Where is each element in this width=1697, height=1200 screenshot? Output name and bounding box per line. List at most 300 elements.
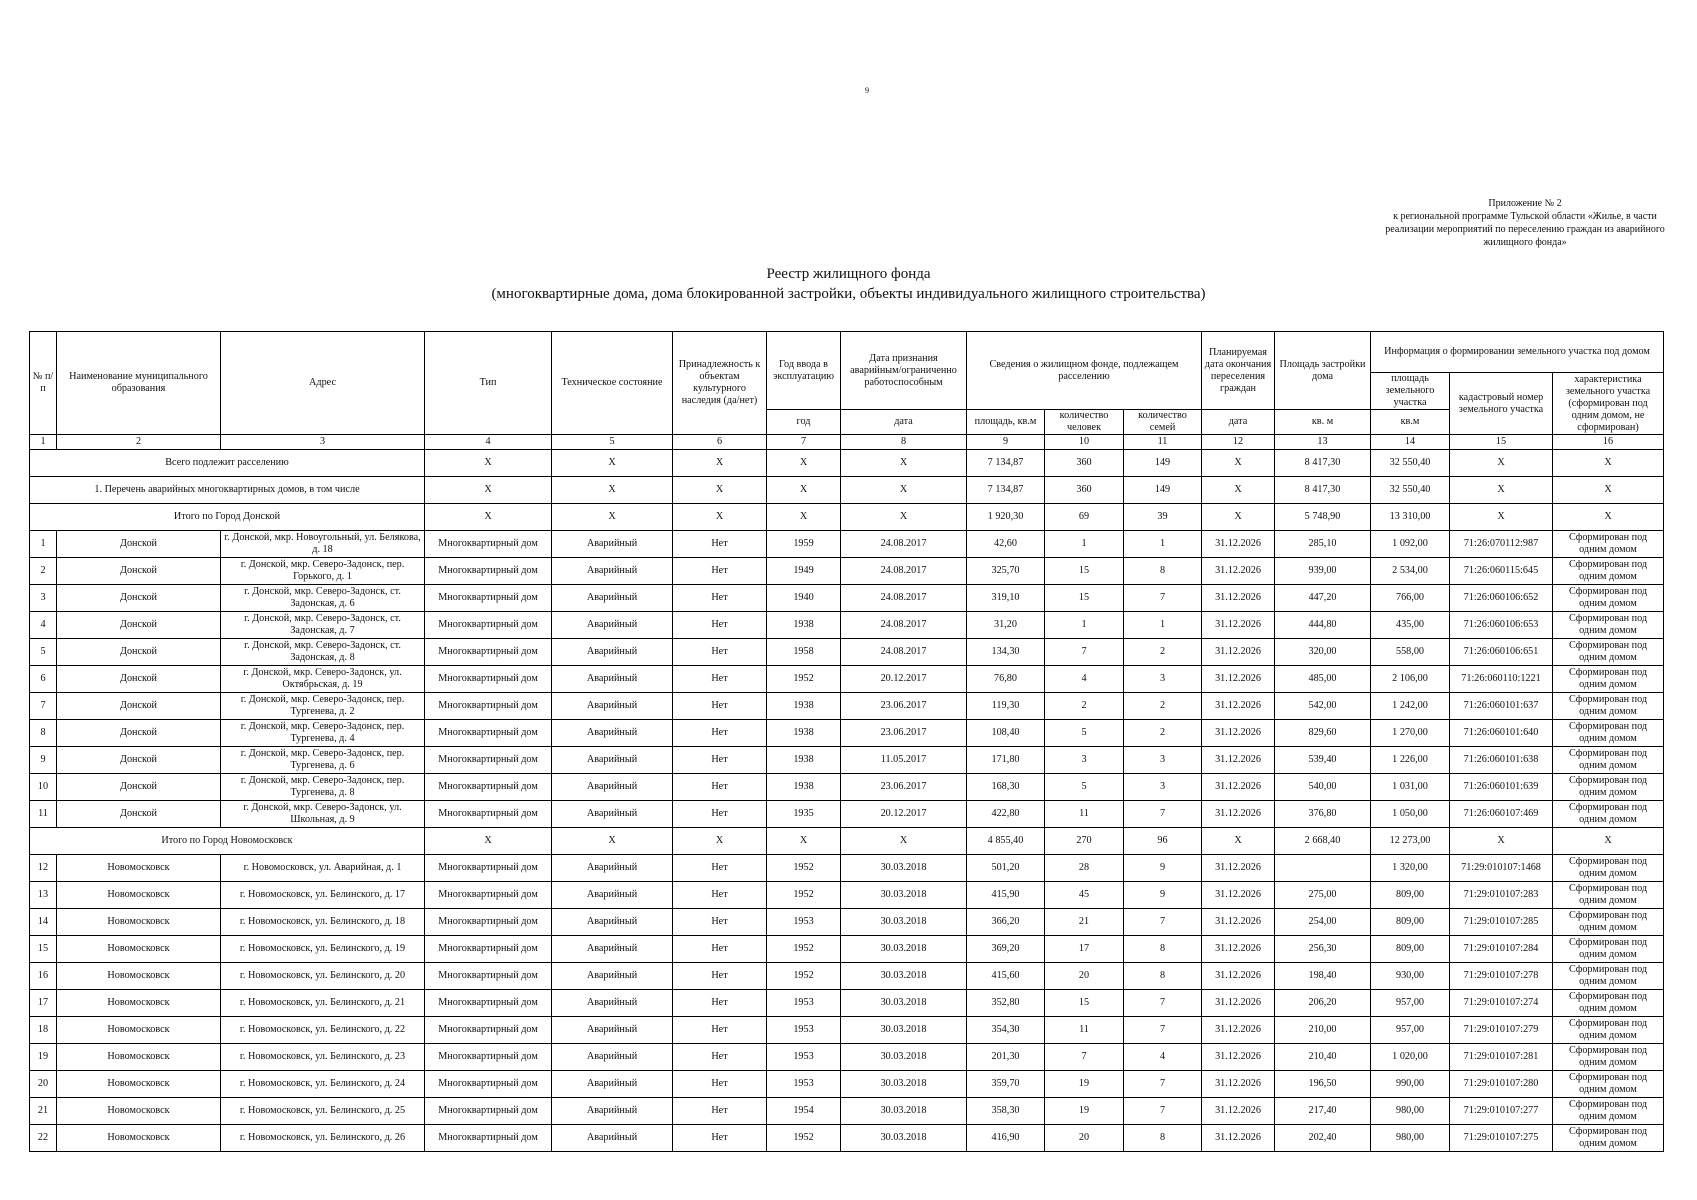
recognition-date: 20.12.2017 xyxy=(841,801,967,828)
people-count: 4 xyxy=(1045,666,1124,693)
summary-value: 32 550,40 xyxy=(1371,450,1450,477)
type: Многоквартирный дом xyxy=(425,720,552,747)
condition: Аварийный xyxy=(552,1071,673,1098)
address: г. Новомосковск, ул. Белинского, д. 18 xyxy=(221,909,425,936)
type: Многоквартирный дом xyxy=(425,747,552,774)
heritage: Нет xyxy=(673,639,767,666)
condition: Аварийный xyxy=(552,1017,673,1044)
living-area: 352,80 xyxy=(967,990,1045,1017)
type: Многоквартирный дом xyxy=(425,774,552,801)
planned-date: 31.12.2026 xyxy=(1202,720,1275,747)
document-title xyxy=(0,264,1697,304)
row-number: 16 xyxy=(30,963,57,990)
row-number: 1 xyxy=(30,531,57,558)
land-status: Сформирован под одним домом xyxy=(1553,774,1664,801)
header-municipality: Наименование муниципального образования xyxy=(57,332,221,435)
summary-value: X xyxy=(1553,450,1664,477)
family-count: 7 xyxy=(1124,1071,1202,1098)
type: Многоквартирный дом xyxy=(425,855,552,882)
built-area: 210,00 xyxy=(1275,1017,1371,1044)
living-area: 369,20 xyxy=(967,936,1045,963)
recognition-date: 30.03.2018 xyxy=(841,936,967,963)
summary-value: X xyxy=(1450,828,1553,855)
planned-date: 31.12.2026 xyxy=(1202,936,1275,963)
address: г. Новомосковск, ул. Белинского, д. 24 xyxy=(221,1071,425,1098)
land-area: 1 270,00 xyxy=(1371,720,1450,747)
appendix-note xyxy=(1375,197,1675,249)
address: г. Донской, мкр. Северо-Задонск, пер. Горького, д. 1 xyxy=(221,558,425,585)
land-status: Сформирован под одним домом xyxy=(1553,666,1664,693)
land-status: Сформирован под одним домом xyxy=(1553,990,1664,1017)
heritage: Нет xyxy=(673,990,767,1017)
condition: Аварийный xyxy=(552,963,673,990)
address: г. Донской, мкр. Северо-Задонск, ул. Октябрьская, д. 19 xyxy=(221,666,425,693)
year-built: 1958 xyxy=(767,639,841,666)
address: г. Донской, мкр. Северо-Задонск, пер. Тургенева, д. 2 xyxy=(221,693,425,720)
municipality: Новомосковск xyxy=(57,936,221,963)
address: г. Новомосковск, ул. Белинского, д. 19 xyxy=(221,936,425,963)
column-number: 5 xyxy=(552,435,673,450)
planned-date: 31.12.2026 xyxy=(1202,666,1275,693)
address: г. Донской, мкр. Северо-Задонск, пер. Тургенева, д. 6 xyxy=(221,747,425,774)
people-count: 45 xyxy=(1045,882,1124,909)
summary-value: 96 xyxy=(1124,828,1202,855)
living-area: 42,60 xyxy=(967,531,1045,558)
built-area: 202,40 xyxy=(1275,1125,1371,1152)
living-area: 422,80 xyxy=(967,801,1045,828)
living-area: 415,90 xyxy=(967,882,1045,909)
year-built: 1938 xyxy=(767,720,841,747)
summary-value: 7 134,87 xyxy=(967,450,1045,477)
people-count: 21 xyxy=(1045,909,1124,936)
row-number: 8 xyxy=(30,720,57,747)
year-built: 1952 xyxy=(767,855,841,882)
recognition-date: 24.08.2017 xyxy=(841,639,967,666)
summary-value: X xyxy=(673,477,767,504)
type: Многоквартирный дом xyxy=(425,936,552,963)
planned-date: 31.12.2026 xyxy=(1202,1125,1275,1152)
living-area: 325,70 xyxy=(967,558,1045,585)
row-number: 5 xyxy=(30,639,57,666)
cadastral-number: 71:26:060101:637 xyxy=(1450,693,1553,720)
cadastral-number: 71:26:060106:651 xyxy=(1450,639,1553,666)
people-count: 15 xyxy=(1045,585,1124,612)
built-area: 485,00 xyxy=(1275,666,1371,693)
cadastral-number: 71:26:060106:652 xyxy=(1450,585,1553,612)
municipality: Донской xyxy=(57,747,221,774)
heritage: Нет xyxy=(673,558,767,585)
year-built: 1952 xyxy=(767,963,841,990)
planned-date: 31.12.2026 xyxy=(1202,1071,1275,1098)
condition: Аварийный xyxy=(552,747,673,774)
people-count: 19 xyxy=(1045,1071,1124,1098)
living-area: 354,30 xyxy=(967,1017,1045,1044)
year-built: 1953 xyxy=(767,909,841,936)
summary-value: X xyxy=(1553,828,1664,855)
address: г. Донской, мкр. Северо-Задонск, ст. Задонская, д. 6 xyxy=(221,585,425,612)
page-number: 9 xyxy=(865,86,869,95)
municipality: Новомосковск xyxy=(57,1044,221,1071)
summary-value: X xyxy=(425,450,552,477)
unit-people: количество человек xyxy=(1045,410,1124,435)
cadastral-number: 71:29:010107:285 xyxy=(1450,909,1553,936)
condition: Аварийный xyxy=(552,990,673,1017)
built-area: 376,80 xyxy=(1275,801,1371,828)
cadastral-number: 71:29:010107:278 xyxy=(1450,963,1553,990)
heritage: Нет xyxy=(673,666,767,693)
built-area: 539,40 xyxy=(1275,747,1371,774)
municipality: Новомосковск xyxy=(57,963,221,990)
land-area: 1 092,00 xyxy=(1371,531,1450,558)
recognition-date: 30.03.2018 xyxy=(841,882,967,909)
land-status: Сформирован под одним домом xyxy=(1553,1044,1664,1071)
column-number: 14 xyxy=(1371,435,1450,450)
cadastral-number: 71:29:010107:279 xyxy=(1450,1017,1553,1044)
land-area: 1 226,00 xyxy=(1371,747,1450,774)
column-number: 16 xyxy=(1553,435,1664,450)
summary-value: X xyxy=(1450,477,1553,504)
unit-built-sqm: кв. м xyxy=(1275,410,1371,435)
municipality: Новомосковск xyxy=(57,882,221,909)
condition: Аварийный xyxy=(552,1098,673,1125)
row-number: 12 xyxy=(30,855,57,882)
people-count: 15 xyxy=(1045,990,1124,1017)
row-number: 7 xyxy=(30,693,57,720)
living-area: 501,20 xyxy=(967,855,1045,882)
row-number: 11 xyxy=(30,801,57,828)
summary-label: Итого по Город Донской xyxy=(30,504,425,531)
built-area: 540,00 xyxy=(1275,774,1371,801)
municipality: Донской xyxy=(57,801,221,828)
column-numbers-row xyxy=(30,435,1664,450)
summary-value: 270 xyxy=(1045,828,1124,855)
cadastral-number: 71:26:070112:987 xyxy=(1450,531,1553,558)
row-number: 15 xyxy=(30,936,57,963)
land-status: Сформирован под одним домом xyxy=(1553,639,1664,666)
heritage: Нет xyxy=(673,693,767,720)
cadastral-number: 71:29:010107:1468 xyxy=(1450,855,1553,882)
built-area: 939,00 xyxy=(1275,558,1371,585)
land-status: Сформирован под одним домом xyxy=(1553,612,1664,639)
table-row xyxy=(30,909,1664,936)
cadastral-number: 71:29:010107:284 xyxy=(1450,936,1553,963)
summary-value: X xyxy=(425,828,552,855)
summary-value: X xyxy=(552,477,673,504)
condition: Аварийный xyxy=(552,936,673,963)
condition: Аварийный xyxy=(552,1125,673,1152)
type: Многоквартирный дом xyxy=(425,990,552,1017)
summary-value: 360 xyxy=(1045,450,1124,477)
living-area: 319,10 xyxy=(967,585,1045,612)
title-line-1: Реестр жилищного фонда xyxy=(766,266,931,282)
address: г. Донской, мкр. Северо-Задонск, ул. Школьная, д. 9 xyxy=(221,801,425,828)
built-area: 447,20 xyxy=(1275,585,1371,612)
recognition-date: 30.03.2018 xyxy=(841,1044,967,1071)
land-status: Сформирован под одним домом xyxy=(1553,693,1664,720)
year-built: 1953 xyxy=(767,990,841,1017)
summary-value: X xyxy=(767,828,841,855)
heritage: Нет xyxy=(673,855,767,882)
cadastral-number: 71:26:060106:653 xyxy=(1450,612,1553,639)
table-row xyxy=(30,1098,1664,1125)
year-built: 1953 xyxy=(767,1071,841,1098)
summary-row xyxy=(30,504,1664,531)
planned-date: 31.12.2026 xyxy=(1202,963,1275,990)
municipality: Новомосковск xyxy=(57,1098,221,1125)
people-count: 7 xyxy=(1045,1044,1124,1071)
table-row xyxy=(30,747,1664,774)
family-count: 7 xyxy=(1124,585,1202,612)
land-status: Сформирован под одним домом xyxy=(1553,558,1664,585)
municipality: Донской xyxy=(57,774,221,801)
type: Многоквартирный дом xyxy=(425,531,552,558)
table-row xyxy=(30,990,1664,1017)
unit-area: площадь, кв.м xyxy=(967,410,1045,435)
people-count: 19 xyxy=(1045,1098,1124,1125)
built-area: 829,60 xyxy=(1275,720,1371,747)
planned-date: 31.12.2026 xyxy=(1202,747,1275,774)
recognition-date: 23.06.2017 xyxy=(841,774,967,801)
column-number: 2 xyxy=(57,435,221,450)
summary-value: 4 855,40 xyxy=(967,828,1045,855)
header-land-char: характеристика земельного участка (сформирован под одним домом, не сформирован) xyxy=(1553,373,1664,435)
planned-date: 31.12.2026 xyxy=(1202,774,1275,801)
cadastral-number: 71:29:010107:281 xyxy=(1450,1044,1553,1071)
table-row xyxy=(30,936,1664,963)
cadastral-number: 71:26:060115:645 xyxy=(1450,558,1553,585)
heritage: Нет xyxy=(673,801,767,828)
family-count: 8 xyxy=(1124,1125,1202,1152)
row-number: 14 xyxy=(30,909,57,936)
type: Многоквартирный дом xyxy=(425,1017,552,1044)
column-number: 3 xyxy=(221,435,425,450)
column-number: 6 xyxy=(673,435,767,450)
header-address: Адрес xyxy=(221,332,425,435)
family-count: 7 xyxy=(1124,801,1202,828)
summary-value: X xyxy=(1202,504,1275,531)
heritage: Нет xyxy=(673,720,767,747)
cadastral-number: 71:29:010107:283 xyxy=(1450,882,1553,909)
family-count: 3 xyxy=(1124,774,1202,801)
municipality: Донской xyxy=(57,531,221,558)
built-area: 196,50 xyxy=(1275,1071,1371,1098)
title-line-2: (многоквартирные дома, дома блокированной застройки, объекты индивидуального жилищного строительства) xyxy=(491,286,1206,302)
summary-label: Итого по Город Новомосковск xyxy=(30,828,425,855)
row-number: 13 xyxy=(30,882,57,909)
address: г. Новомосковск, ул. Белинского, д. 17 xyxy=(221,882,425,909)
living-area: 31,20 xyxy=(967,612,1045,639)
built-area xyxy=(1275,855,1371,882)
land-status: Сформирован под одним домом xyxy=(1553,855,1664,882)
row-number: 4 xyxy=(30,612,57,639)
municipality: Новомосковск xyxy=(57,909,221,936)
planned-date: 31.12.2026 xyxy=(1202,855,1275,882)
summary-value: X xyxy=(552,504,673,531)
summary-value: X xyxy=(841,477,967,504)
summary-value: X xyxy=(1450,504,1553,531)
type: Многоквартирный дом xyxy=(425,882,552,909)
header-land-area: площадь земельного участка xyxy=(1371,373,1450,410)
land-status: Сформирован под одним домом xyxy=(1553,963,1664,990)
summary-value: 69 xyxy=(1045,504,1124,531)
land-status: Сформирован под одним домом xyxy=(1553,882,1664,909)
type: Многоквартирный дом xyxy=(425,801,552,828)
built-area: 542,00 xyxy=(1275,693,1371,720)
row-number: 19 xyxy=(30,1044,57,1071)
municipality: Новомосковск xyxy=(57,1071,221,1098)
land-area: 766,00 xyxy=(1371,585,1450,612)
summary-value: X xyxy=(767,450,841,477)
condition: Аварийный xyxy=(552,882,673,909)
people-count: 5 xyxy=(1045,774,1124,801)
type: Многоквартирный дом xyxy=(425,693,552,720)
people-count: 11 xyxy=(1045,1017,1124,1044)
people-count: 11 xyxy=(1045,801,1124,828)
land-area: 809,00 xyxy=(1371,936,1450,963)
address: г. Донской, мкр. Северо-Задонск, ст. Задонская, д. 8 xyxy=(221,639,425,666)
year-built: 1938 xyxy=(767,774,841,801)
summary-row xyxy=(30,477,1664,504)
planned-date: 31.12.2026 xyxy=(1202,639,1275,666)
land-status: Сформирован под одним домом xyxy=(1553,747,1664,774)
summary-value: X xyxy=(841,828,967,855)
heritage: Нет xyxy=(673,882,767,909)
heritage: Нет xyxy=(673,1044,767,1071)
summary-value: X xyxy=(1202,828,1275,855)
people-count: 5 xyxy=(1045,720,1124,747)
planned-date: 31.12.2026 xyxy=(1202,531,1275,558)
land-status: Сформирован под одним домом xyxy=(1553,1125,1664,1152)
people-count: 15 xyxy=(1045,558,1124,585)
address: г. Донской, мкр. Новоугольный, ул. Белякова, д. 18 xyxy=(221,531,425,558)
planned-date: 31.12.2026 xyxy=(1202,1098,1275,1125)
summary-value: X xyxy=(673,504,767,531)
family-count: 3 xyxy=(1124,666,1202,693)
type: Многоквартирный дом xyxy=(425,612,552,639)
address: г. Новомосковск, ул. Аварийная, д. 1 xyxy=(221,855,425,882)
municipality: Новомосковск xyxy=(57,855,221,882)
unit-land-sqm: кв.м xyxy=(1371,410,1450,435)
cadastral-number: 71:29:010107:274 xyxy=(1450,990,1553,1017)
header-built-area: Площадь застройки дома xyxy=(1275,332,1371,410)
address: г. Новомосковск, ул. Белинского, д. 20 xyxy=(221,963,425,990)
family-count: 9 xyxy=(1124,855,1202,882)
table-row xyxy=(30,1071,1664,1098)
unit-year: год xyxy=(767,410,841,435)
type: Многоквартирный дом xyxy=(425,558,552,585)
living-area: 415,60 xyxy=(967,963,1045,990)
cadastral-number: 71:26:060107:469 xyxy=(1450,801,1553,828)
summary-value: 1 920,30 xyxy=(967,504,1045,531)
summary-value: X xyxy=(425,504,552,531)
type: Многоквартирный дом xyxy=(425,1044,552,1071)
column-number: 11 xyxy=(1124,435,1202,450)
land-area: 2 106,00 xyxy=(1371,666,1450,693)
planned-date: 31.12.2026 xyxy=(1202,558,1275,585)
header-recognition-date: Дата признания аварийным/ограниченно работоспособным xyxy=(841,332,967,410)
cadastral-number: 71:29:010107:275 xyxy=(1450,1125,1553,1152)
living-area: 168,30 xyxy=(967,774,1045,801)
summary-value: 8 417,30 xyxy=(1275,450,1371,477)
year-built: 1952 xyxy=(767,936,841,963)
recognition-date: 30.03.2018 xyxy=(841,963,967,990)
row-number: 21 xyxy=(30,1098,57,1125)
land-area: 435,00 xyxy=(1371,612,1450,639)
family-count: 2 xyxy=(1124,639,1202,666)
condition: Аварийный xyxy=(552,585,673,612)
address: г. Новомосковск, ул. Белинского, д. 25 xyxy=(221,1098,425,1125)
people-count: 3 xyxy=(1045,747,1124,774)
table-row xyxy=(30,1044,1664,1071)
header-year-built: Год ввода в эксплуатацию xyxy=(767,332,841,410)
municipality: Новомосковск xyxy=(57,1125,221,1152)
family-count: 8 xyxy=(1124,936,1202,963)
table-row xyxy=(30,666,1664,693)
year-built: 1938 xyxy=(767,612,841,639)
land-area: 2 534,00 xyxy=(1371,558,1450,585)
summary-value: 12 273,00 xyxy=(1371,828,1450,855)
built-area: 217,40 xyxy=(1275,1098,1371,1125)
municipality: Донской xyxy=(57,585,221,612)
row-number: 3 xyxy=(30,585,57,612)
year-built: 1952 xyxy=(767,882,841,909)
land-area: 558,00 xyxy=(1371,639,1450,666)
living-area: 366,20 xyxy=(967,909,1045,936)
column-number: 8 xyxy=(841,435,967,450)
family-count: 2 xyxy=(1124,693,1202,720)
people-count: 20 xyxy=(1045,963,1124,990)
land-area: 1 242,00 xyxy=(1371,693,1450,720)
land-area: 1 031,00 xyxy=(1371,774,1450,801)
heritage: Нет xyxy=(673,1017,767,1044)
column-number: 1 xyxy=(30,435,57,450)
recognition-date: 23.06.2017 xyxy=(841,693,967,720)
table-row xyxy=(30,585,1664,612)
built-area: 320,00 xyxy=(1275,639,1371,666)
recognition-date: 30.03.2018 xyxy=(841,990,967,1017)
recognition-date: 30.03.2018 xyxy=(841,1125,967,1152)
summary-value: X xyxy=(1202,477,1275,504)
row-number: 22 xyxy=(30,1125,57,1152)
summary-value: X xyxy=(1202,450,1275,477)
planned-date: 31.12.2026 xyxy=(1202,612,1275,639)
summary-value: 7 134,87 xyxy=(967,477,1045,504)
condition: Аварийный xyxy=(552,639,673,666)
summary-value: X xyxy=(841,504,967,531)
summary-value: X xyxy=(1553,477,1664,504)
type: Многоквартирный дом xyxy=(425,909,552,936)
land-status: Сформирован под одним домом xyxy=(1553,531,1664,558)
table-row xyxy=(30,855,1664,882)
summary-value: X xyxy=(767,504,841,531)
recognition-date: 30.03.2018 xyxy=(841,1098,967,1125)
recognition-date: 30.03.2018 xyxy=(841,1017,967,1044)
column-number: 12 xyxy=(1202,435,1275,450)
condition: Аварийный xyxy=(552,1044,673,1071)
living-area: 134,30 xyxy=(967,639,1045,666)
year-built: 1953 xyxy=(767,1044,841,1071)
row-number: 6 xyxy=(30,666,57,693)
cadastral-number: 71:26:060101:639 xyxy=(1450,774,1553,801)
condition: Аварийный xyxy=(552,720,673,747)
header-cadastral: кадастровый номер земельного участка xyxy=(1450,373,1553,435)
land-area: 990,00 xyxy=(1371,1071,1450,1098)
living-area: 201,30 xyxy=(967,1044,1045,1071)
header-num: № п/п xyxy=(30,332,57,435)
planned-date: 31.12.2026 xyxy=(1202,693,1275,720)
family-count: 1 xyxy=(1124,531,1202,558)
address: г. Новомосковск, ул. Белинского, д. 23 xyxy=(221,1044,425,1071)
